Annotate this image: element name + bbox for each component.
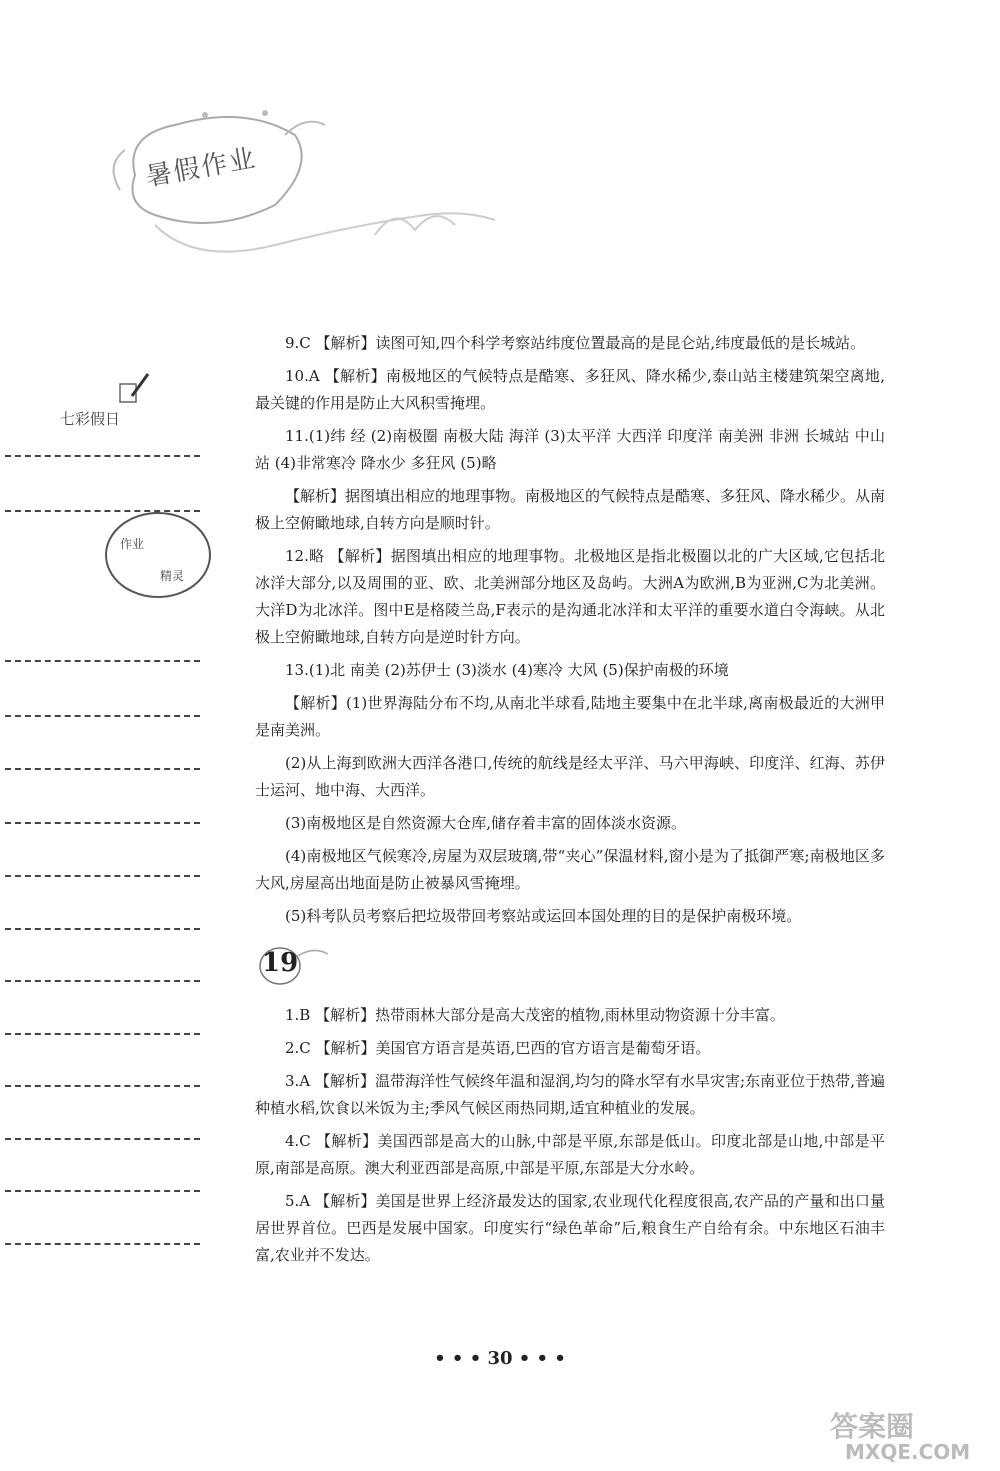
note-line [5, 1243, 200, 1245]
stamp-text: 精灵 [160, 569, 185, 583]
note-line [5, 715, 200, 717]
answer-paragraph: 5.A 【解析】美国是世界上经济最发达的国家,农业现代化程度很高,农产品的产量和出口量居世界首位。巴西是发展中国家。印度实行“绿色革命”后,粮食生产自给有余。中东地区石油丰富,农业并不发达。 [255, 1192, 885, 1264]
stamp-border-icon [98, 505, 218, 605]
watermark-url: MXQE.COM [845, 1440, 971, 1464]
answer-paragraph: 2.C 【解析】美国官方语言是英语,巴西的官方语言是葡萄牙语。 [285, 1039, 711, 1057]
header-title: 暑假作业 [143, 143, 260, 193]
watermark-logo: 答案圈 [830, 1410, 915, 1443]
note-line [5, 1138, 200, 1140]
answer-paragraph: (5)科考队员考察后把垃圾带回考察站或运回本国处理的目的是保护南极环境。 [285, 907, 802, 925]
note-line [5, 660, 200, 662]
note-line [5, 1033, 200, 1035]
stamp-text: 作业 [120, 537, 145, 551]
note-line [5, 875, 200, 877]
answer-paragraph: 12.略 【解析】据图填出相应的地理事物。北极地区是指北极圈以北的广大区域,它包括北冰洋大部分,以及周围的亚、欧、北美洲部分地区及岛屿。大洲A为欧洲,B为亚洲,C为北美洲。大洋D为北冰洋。图中E是格陵兰岛,F表示的是沟通北冰洋和太平洋的重要水道白令海峡。从北极上空俯瞰地球,自转方向是逆时针方向。 [255, 547, 885, 646]
header-logo [95, 95, 525, 285]
answer-paragraph: 1.B 【解析】热带雨林大部分是高大茂密的植物,雨林里动物资源十分丰富。 [285, 1006, 785, 1024]
note-line [5, 928, 200, 930]
answers-section-1 [255, 330, 885, 936]
note-line [5, 768, 200, 770]
note-line [5, 455, 200, 457]
answer-paragraph: 10.A 【解析】南极地区的气候特点是酷寒、多狂风、降水稀少,泰山站主楼建筑架空离地,最关键的作用是防止大风积雪掩埋。 [255, 367, 885, 412]
note-line [5, 1085, 200, 1087]
answer-paragraph: 3.A 【解析】温带海洋性气候终年温和湿润,均匀的降水罕有水旱灾害;东南亚位于热带,普遍种植水稻,饮食以米饭为主;季风气候区雨热同期,适宜种植业的发展。 [255, 1072, 885, 1117]
answer-paragraph: 【解析】据图填出相应的地理事物。南极地区的气候特点是酷寒、多狂风、降水稀少。从南极上空俯瞰地球,自转方向是顺时针。 [255, 487, 886, 532]
answer-paragraph: (2)从上海到欧洲大西洋各港口,传统的航线是经太平洋、马六甲海峡、印度洋、红海、苏伊士运河、地中海、大西洋。 [255, 754, 885, 799]
page-number: • • • 30 • • • [434, 1348, 566, 1369]
answer-paragraph: 4.C 【解析】美国西部是高大的山脉,中部是平原,东部是低山。印度北部是山地,中部是平原,南部是高原。澳大利亚西部是高原,中部是平原,东部是大分水岭。 [255, 1132, 885, 1177]
pen-icon [118, 370, 152, 410]
section-number: 19 [262, 948, 299, 978]
answer-paragraph: 【解析】(1)世界海陆分布不均,从南北半球看,陆地主要集中在北半球,离南极最近的大洲甲是南美洲。 [255, 694, 885, 739]
note-line [5, 1190, 200, 1192]
section-number-badge [258, 942, 338, 992]
answer-paragraph: 9.C 【解析】读图可知,四个科学考察站纬度位置最高的是昆仑站,纬度最低的是长城站。 [285, 334, 866, 352]
answers-section-2 [255, 1002, 885, 1275]
note-line [5, 980, 200, 982]
answer-paragraph: (4)南极地区气候寒冷,房屋为双层玻璃,带“夹心”保温材料,窗小是为了抵御严寒;南极地区多大风,房屋高出地面是防止被暴风雪掩埋。 [255, 847, 885, 892]
stamp [98, 505, 218, 605]
answer-paragraph: 13.(1)北 南美 (2)苏伊士 (3)淡水 (4)寒冷 大风 (5)保护南极的环境 [285, 661, 729, 679]
note-line [5, 822, 200, 824]
sidebar-label: 七彩假日 [60, 410, 121, 428]
answer-paragraph: 11.(1)纬 经 (2)南极圈 南极大陆 海洋 (3)太平洋 大西洋 印度洋 南美洲 非洲 长城站 中山站 (4)非常寒冷 降水少 多狂风 (5)略 [255, 427, 885, 472]
answer-paragraph: (3)南极地区是自然资源大仓库,储存着丰富的固体淡水资源。 [285, 814, 687, 832]
